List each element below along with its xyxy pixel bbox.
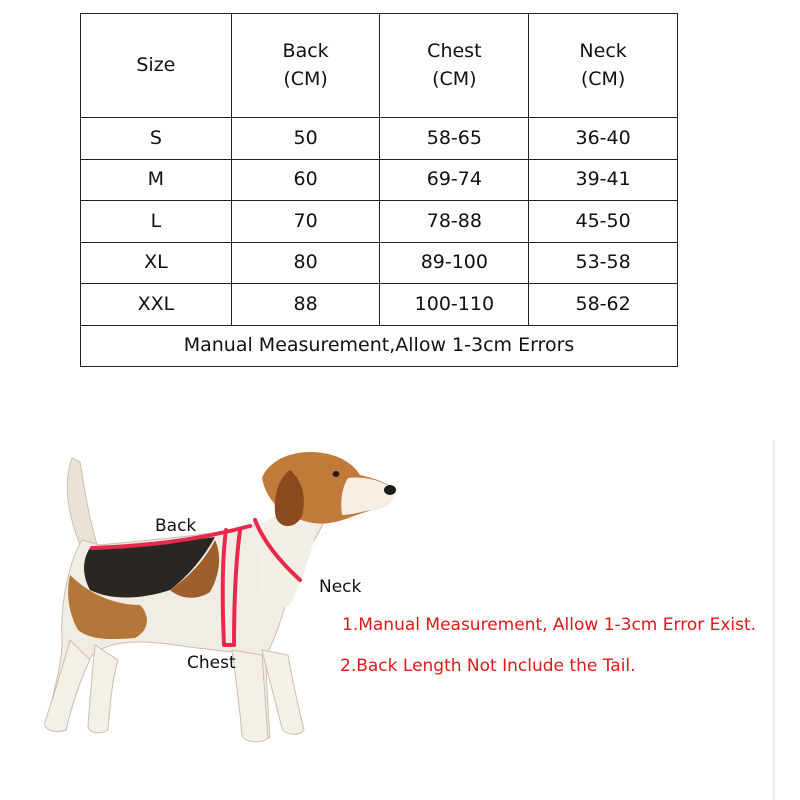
label-back: Back (155, 516, 197, 536)
header-neck: Neck (CM) (529, 14, 678, 118)
cell-back: 88 (231, 284, 380, 325)
cell-neck: 45-50 (529, 201, 678, 242)
size-chart-table (80, 13, 678, 367)
cell-neck: 53-58 (529, 242, 678, 283)
header-back: Back (CM) (231, 14, 380, 118)
cell-size: XXL (81, 284, 232, 325)
cell-back: 80 (231, 242, 380, 283)
edge-divider (773, 440, 775, 800)
table-row (81, 284, 678, 325)
cell-chest: 78-88 (380, 201, 529, 242)
table-header-row (81, 14, 678, 118)
table-row (81, 159, 678, 200)
cell-back: 50 (231, 118, 380, 159)
label-chest: Chest (187, 653, 236, 673)
cell-size: M (81, 159, 232, 200)
cell-back: 70 (231, 201, 380, 242)
cell-chest: 89-100 (380, 242, 529, 283)
note-back-length: 2.Back Length Not Include the Tail. (340, 656, 636, 676)
cell-chest: 100-110 (380, 284, 529, 325)
cell-size: S (81, 118, 232, 159)
label-neck: Neck (319, 577, 362, 597)
table-row (81, 201, 678, 242)
table-footer-row (81, 325, 678, 366)
cell-chest: 69-74 (380, 159, 529, 200)
header-chest: Chest (CM) (380, 14, 529, 118)
table-row (81, 242, 678, 283)
table-footer-note: Manual Measurement,Allow 1-3cm Errors (81, 325, 678, 366)
cell-back: 60 (231, 159, 380, 200)
cell-size: XL (81, 242, 232, 283)
cell-size: L (81, 201, 232, 242)
cell-neck: 39-41 (529, 159, 678, 200)
note-manual-measurement: 1.Manual Measurement, Allow 1-3cm Error Exist. (342, 615, 757, 635)
header-size: Size (81, 14, 232, 118)
dog-illustration (0, 440, 420, 780)
cell-neck: 36-40 (529, 118, 678, 159)
cell-chest: 58-65 (380, 118, 529, 159)
table-row (81, 118, 678, 159)
dog-measurement-diagram (0, 440, 420, 780)
cell-neck: 58-62 (529, 284, 678, 325)
